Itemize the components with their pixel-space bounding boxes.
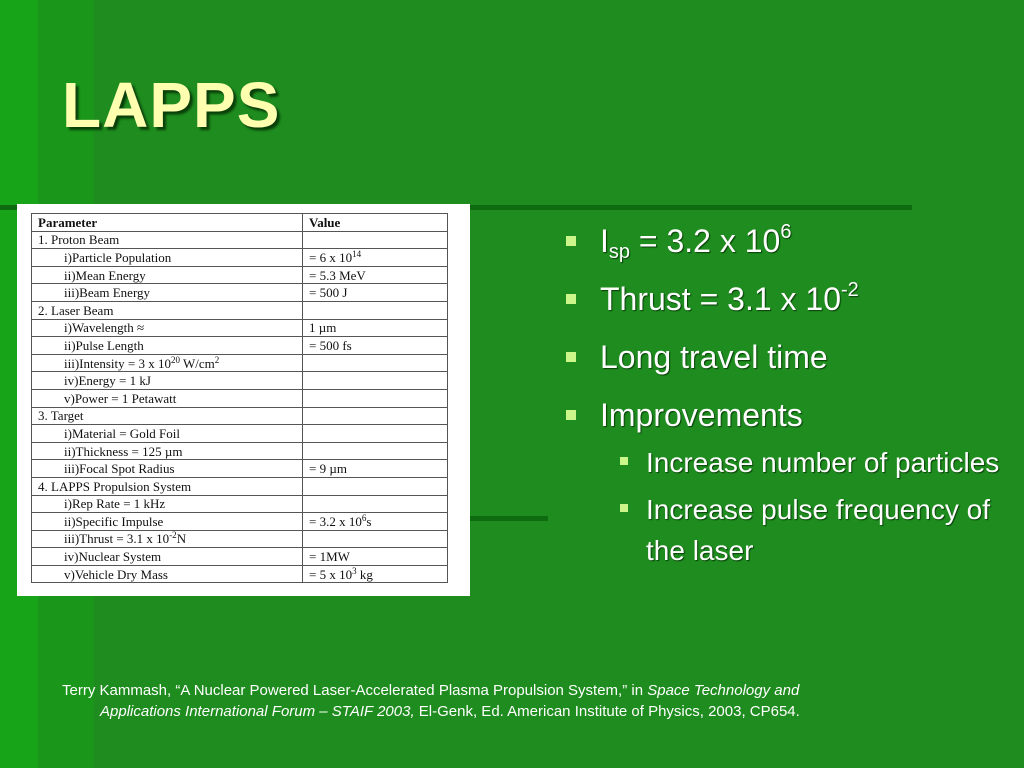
bullet-travel: Long travel time bbox=[564, 338, 1004, 376]
value-cell bbox=[303, 372, 448, 390]
value-cell: = 5.3 MeV bbox=[303, 266, 448, 284]
table-row bbox=[32, 513, 448, 531]
parameter-cell: v)Power = 1 Petawatt bbox=[32, 389, 303, 407]
parameter-cell: 2. Laser Beam bbox=[32, 301, 303, 319]
value-cell: = 9 µm bbox=[303, 460, 448, 478]
table-row bbox=[32, 530, 448, 548]
bullet-marker-icon bbox=[566, 236, 576, 246]
bullet-thrust: Thrust = 3.1 x $10^{-2}$ bbox=[564, 280, 1004, 318]
table-row bbox=[32, 354, 448, 372]
value-cell bbox=[303, 477, 448, 495]
value-cell bbox=[303, 354, 448, 372]
value-cell: = 5 x $10^3$ kg bbox=[303, 565, 448, 583]
reference-citation: Terry Kammash, “A Nuclear Powered Laser-Accelerated Plasma Propulsion System,” in Space Technology and Applications International Forum – STAIF 2003, El-Genk, Ed. American Institute of Physics, 2003, CP654. bbox=[62, 682, 800, 720]
parameter-cell: i)Particle Population bbox=[32, 249, 303, 267]
sub-bullet-frequency: Increase pulse frequency of the laser bbox=[616, 489, 1004, 571]
bullet-marker-icon bbox=[566, 352, 576, 362]
parameter-cell: ii)Mean Energy bbox=[32, 266, 303, 284]
parameter-cell: i)Rep Rate = 1 kHz bbox=[32, 495, 303, 513]
parameter-cell: v)Vehicle Dry Mass bbox=[32, 565, 303, 583]
table-row bbox=[32, 284, 448, 302]
parameter-cell: iv)Energy = 1 kJ bbox=[32, 372, 303, 390]
parameter-cell: ii)Specific Impulse bbox=[32, 513, 303, 531]
table-row bbox=[32, 407, 448, 425]
parameter-cell: ii)Pulse Length bbox=[32, 337, 303, 355]
value-cell bbox=[303, 442, 448, 460]
slide-title: LAPPS bbox=[62, 69, 281, 141]
value-cell: = 500 fs bbox=[303, 337, 448, 355]
value-cell: 1 µm bbox=[303, 319, 448, 337]
value-cell bbox=[303, 231, 448, 249]
table-row bbox=[32, 548, 448, 566]
parameter-cell: 3. Target bbox=[32, 407, 303, 425]
bullet-list bbox=[564, 222, 1004, 577]
table-row bbox=[32, 442, 448, 460]
sub-bullet-marker-icon bbox=[620, 504, 628, 512]
header-parameter: Parameter bbox=[32, 214, 303, 232]
bullet-marker-icon bbox=[566, 410, 576, 420]
table-header-row bbox=[32, 214, 448, 232]
table-row bbox=[32, 425, 448, 443]
parameter-cell: iii)Thrust = 3.1 x $10^{-2}N$ bbox=[32, 530, 303, 548]
parameter-cell: 1. Proton Beam bbox=[32, 231, 303, 249]
table-row bbox=[32, 249, 448, 267]
parameter-table bbox=[31, 213, 448, 583]
sub-bullet-marker-icon bbox=[620, 457, 628, 465]
table-row bbox=[32, 495, 448, 513]
parameter-cell: iii)Beam Energy bbox=[32, 284, 303, 302]
table-row bbox=[32, 565, 448, 583]
value-cell bbox=[303, 301, 448, 319]
parameter-cell: i)Wavelength ≈ bbox=[32, 319, 303, 337]
value-cell: = 3.2 x $10^6s$ bbox=[303, 513, 448, 531]
parameter-cell: i)Material = Gold Foil bbox=[32, 425, 303, 443]
table-row bbox=[32, 389, 448, 407]
value-cell bbox=[303, 530, 448, 548]
table-row bbox=[32, 319, 448, 337]
table-row bbox=[32, 266, 448, 284]
value-cell bbox=[303, 425, 448, 443]
table-row bbox=[32, 231, 448, 249]
table-row bbox=[32, 477, 448, 495]
background-band-lower bbox=[470, 516, 548, 521]
header-value: Value bbox=[303, 214, 448, 232]
parameter-cell: iv)Nuclear System bbox=[32, 548, 303, 566]
table-row bbox=[32, 460, 448, 478]
value-cell bbox=[303, 495, 448, 513]
parameter-cell: iii)Focal Spot Radius bbox=[32, 460, 303, 478]
value-cell bbox=[303, 407, 448, 425]
bullet-marker-icon bbox=[566, 294, 576, 304]
value-cell: = 500 J bbox=[303, 284, 448, 302]
parameter-cell: 4. LAPPS Propulsion System bbox=[32, 477, 303, 495]
value-cell: = 6 x $10^{14}$ bbox=[303, 249, 448, 267]
bullet-improvements: Improvements bbox=[564, 396, 1004, 434]
table-row bbox=[32, 301, 448, 319]
parameter-table-panel bbox=[17, 204, 470, 596]
value-cell bbox=[303, 389, 448, 407]
bullet-isp: $I_{sp} = 3.2$ x $10^6$ bbox=[564, 222, 1004, 260]
table-row bbox=[32, 337, 448, 355]
parameter-cell: ii)Thickness = 125 µm bbox=[32, 442, 303, 460]
sub-bullet-particles: Increase number of particles bbox=[616, 442, 1004, 483]
table-row bbox=[32, 372, 448, 390]
parameter-cell: iii)Intensity = 3 x $10^{20}$ $W/cm^2$ bbox=[32, 354, 303, 372]
value-cell: = 1MW bbox=[303, 548, 448, 566]
